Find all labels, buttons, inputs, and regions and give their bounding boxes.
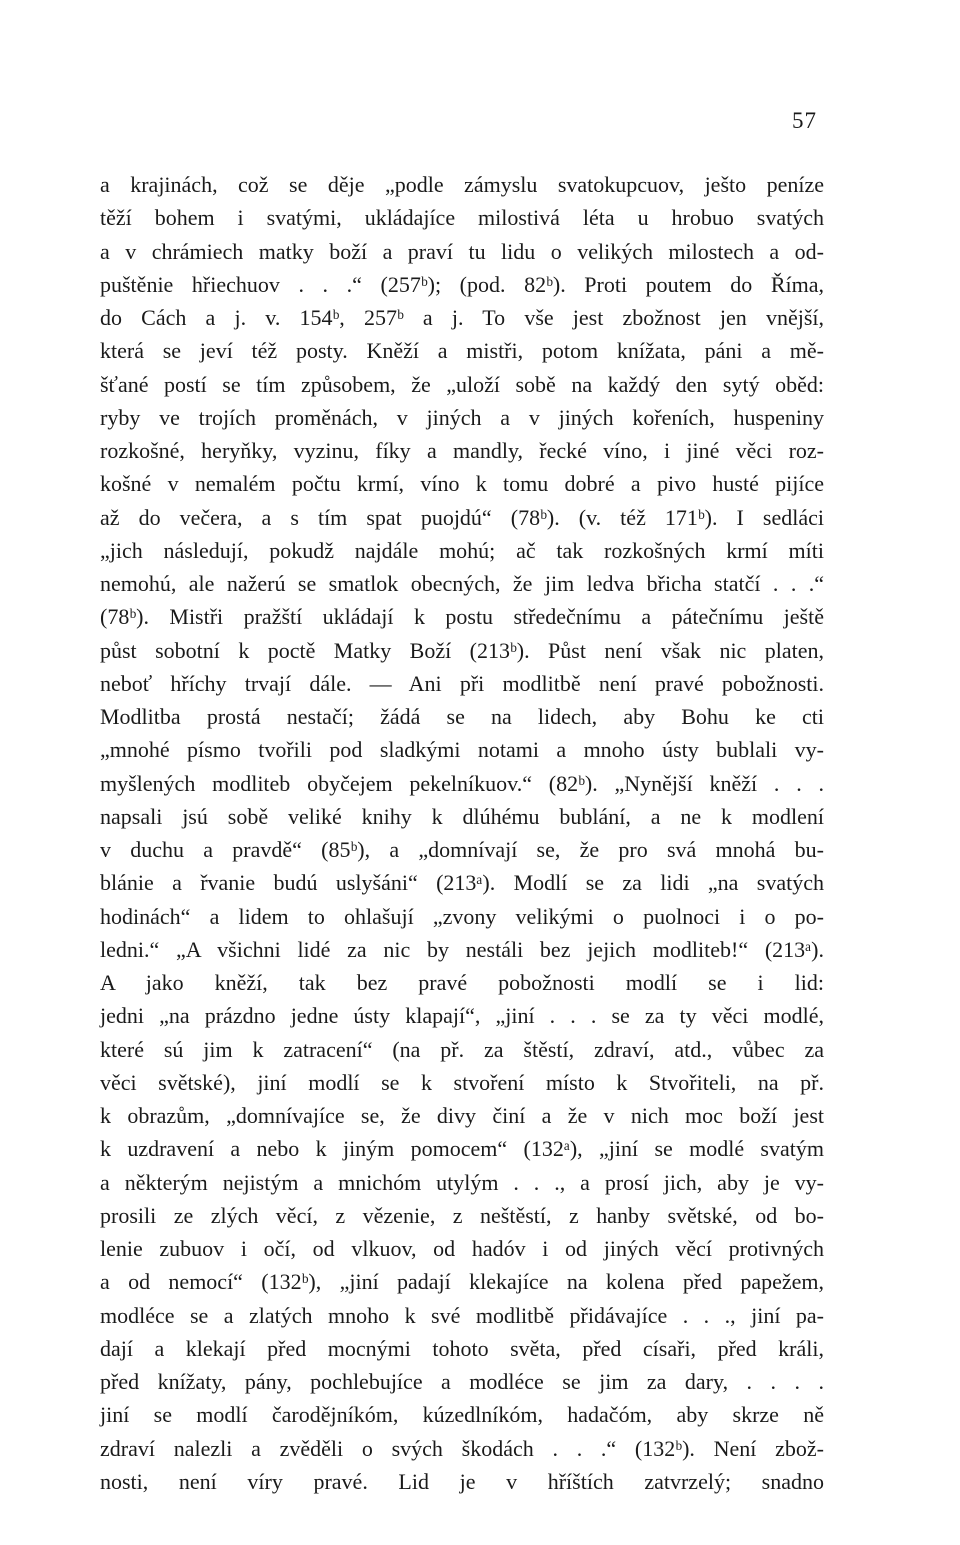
text-line: myšlených modliteb obyčejem pekelníkuov.“ (82ᵇ). „Nynější kněží . . . xyxy=(100,770,824,796)
text-line: nosti, není víry pravé. Lid je v hříštích zatvrzelý; snadno xyxy=(100,1468,824,1494)
text-line: „mnohé písmo tvořili pod sladkými notami a mnoho ústy bublali vy- xyxy=(100,737,824,763)
text-line: k uzdravení a nebo k jiným pomocem“ (132ᵃ), „jiní se modlé svatým xyxy=(100,1136,824,1162)
text-line: která se jeví též posty. Kněží a mistři, potom knížata, páni a mě- xyxy=(100,338,824,364)
text-line: ryby ve trojích proměnách, v jiných a v jiných kořeních, huspeniny xyxy=(100,404,824,430)
text-line: lenie zubuov i očí, od vlkuov, od hadóv i od jiných věcí protivných xyxy=(100,1236,824,1261)
text-line: neboť hříchy trvají dále. — Ani při modlitbě není pravé pobožnosti. xyxy=(100,670,824,696)
body-text xyxy=(100,168,824,1498)
text-line: těží bohem i svatými, ukládajíce milostivá léta u hrobuo svatých xyxy=(100,205,824,231)
text-line: nemohú, ale nažerú se smatlok obecných, že jim ledva břicha statčí . . .“ xyxy=(100,571,824,596)
text-line: „jich následují, pokudž najdále mohú; ač tak rozkošných krmí míti xyxy=(100,537,824,563)
text-line: hodinách“ a lidem to ohlašují „zvony velikými o puolnoci i o po- xyxy=(100,903,824,929)
text-line: blánie a řvanie budú uslyšáni“ (213ᵃ). Modlí se za lidi „na svatých xyxy=(100,870,824,896)
text-line: a v chrámiech matky boží a praví tu lidu o velikých milostech a od- xyxy=(100,238,824,264)
text-line: k obrazům, „domnívajíce se, že divy činí a že v nich moc boží jest xyxy=(100,1103,824,1128)
text-line: napsali jsú sobě veliké knihy k dlúhému bublání, a ne k modlení xyxy=(100,803,824,829)
text-line: rozkošné, heryňky, vyzinu, fíky a mandly, řecké víno, i jiné věci roz- xyxy=(100,438,824,463)
text-line: košné v nemalém počtu krmí, víno k tomu dobré a pivo husté pijíce xyxy=(100,471,824,497)
text-line: modléce se a zlatých mnoho k své modlitbě přidávajíce . . ., jiní pa- xyxy=(100,1302,824,1328)
text-line: ledni.“ „A všichni lidé za nic by nestáli bez jejich modliteb!“ (213ᵃ). xyxy=(100,936,824,962)
text-line: puštěnie hřiechuov . . .“ (257ᵇ); (pod. 82ᵇ). Proti poutem do Říma, xyxy=(100,271,824,297)
text-line: věci světské), jiní modlí se k stvoření místo k Stvořiteli, na př. xyxy=(100,1069,824,1095)
text-line: prosili ze zlých věcí, z vězenie, z neštěstí, z hanby světské, od bo- xyxy=(100,1202,824,1228)
text-line: jedni „na prázdno jedne ústy klapají“, „jiní . . . se za ty věci modlé, xyxy=(100,1003,824,1029)
text-line: v duchu a pravdě“ (85ᵇ), a „domnívají se, že pro svá mnohá bu- xyxy=(100,837,824,862)
text-line: a krajinách, což se děje „podle zámyslu svatokupcuov, ješto peníze xyxy=(100,172,824,197)
text-line: dají a klekají před mocnými tohoto světa, před císaři, před králi, xyxy=(100,1335,824,1361)
text-line: do Cách a j. v. 154ᵇ, 257ᵇ a j. To vše jest zbožnost jen vnější, xyxy=(100,305,824,330)
text-line: jiní se modlí čarodějníkóm, kúzedlníkóm, hadačóm, aby skrze ně xyxy=(100,1402,824,1428)
text-line: A jako kněží, tak bez pravé pobožnosti modlí se i lid: xyxy=(100,970,824,995)
text-line: zdraví nalezli a zvěděli o svých škodách . . .“ (132ᵇ). Není zbož- xyxy=(100,1435,824,1461)
text-line: šťané postí se tím způsobem, že „uloží sobě na každý den sytý oběd: xyxy=(100,371,824,397)
text-line: půst sobotní k poctě Matky Boží (213ᵇ). Půst není však nic platen, xyxy=(100,637,824,663)
text-line: Modlitba prostá nestačí; žádá se na lidech, aby Bohu ke cti xyxy=(100,704,824,729)
text-line: až do večera, a s tím spat puojdú“ (78ᵇ). (v. též 171ᵇ). I sedláci xyxy=(100,504,824,530)
text-line: a od nemocí“ (132ᵇ), „jiní padají klekajíce na kolena před papežem, xyxy=(100,1269,824,1295)
text-line: a některým nejistým a mnichóm utylým . . ., a prosí jich, aby je vy- xyxy=(100,1169,824,1195)
text-line: (78ᵇ). Mistři pražští ukládají k postu středečnímu a pátečnímu ještě xyxy=(100,604,824,630)
text-line: před knížaty, pány, pochlebujíce a modléce se jim za dary, . . . . xyxy=(100,1369,824,1394)
page-number: 57 xyxy=(792,108,817,133)
text-line: které sú jim k zatracení“ (na př. za štěstí, zdraví, atd., vůbec za xyxy=(100,1036,824,1062)
